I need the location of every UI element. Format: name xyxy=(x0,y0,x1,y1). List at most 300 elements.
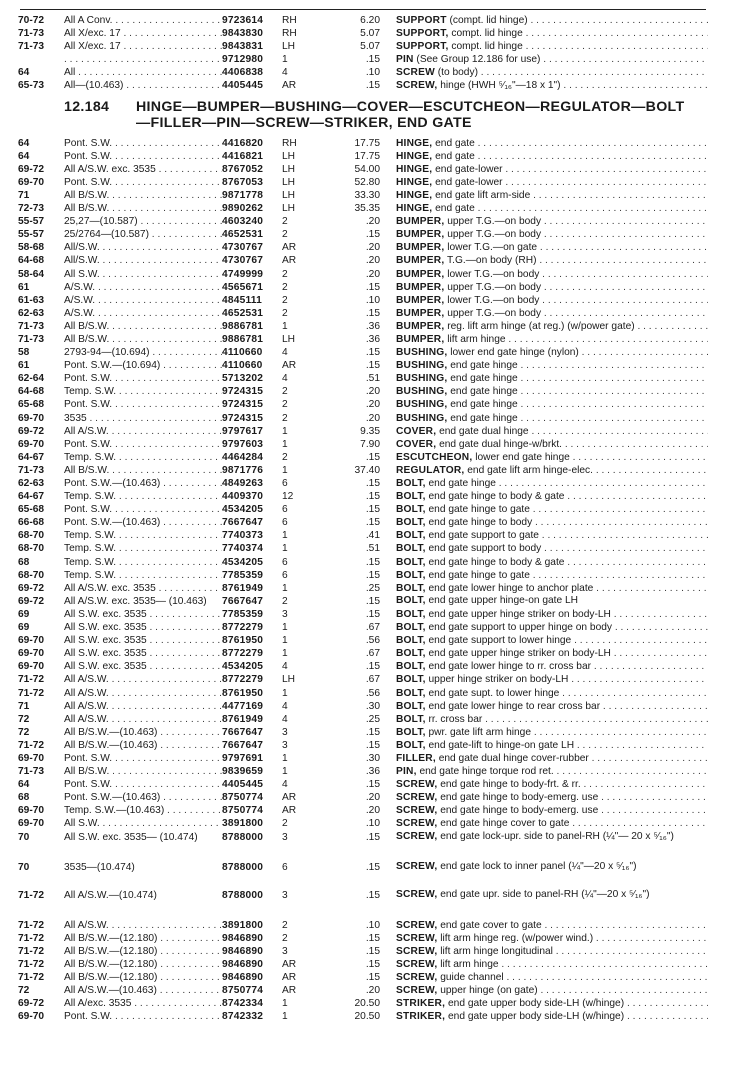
description-cell xyxy=(396,997,708,1010)
quantity-cell: 2 xyxy=(282,399,288,411)
quantity-cell: 6 xyxy=(282,478,288,489)
application-cell: 3535—(10.474) xyxy=(64,861,135,873)
description-cell xyxy=(396,241,708,254)
application-cell: All B/S.W. . . . xyxy=(64,464,222,477)
part-name: HINGE, xyxy=(396,137,433,149)
table-row xyxy=(18,752,708,765)
part-number-cell: 8742332 xyxy=(222,1011,264,1023)
application-cell: Temp. S.W. . . . xyxy=(64,451,222,464)
years-cell: 64 xyxy=(18,150,30,162)
application-cell: 25,27—(10.587) . . . xyxy=(64,215,222,228)
application-cell: A/S.W. . . . xyxy=(64,294,222,307)
quantity-cell: 4 xyxy=(282,713,288,725)
part-number-cell: 9871776 xyxy=(222,464,264,476)
table-row xyxy=(18,79,708,92)
part-name: BUSHING, xyxy=(396,399,448,411)
application-cell: All A/exc. 3535 . . . xyxy=(64,997,222,1010)
application-cell: All X/exc. 17 . . . xyxy=(64,27,222,40)
table-row xyxy=(18,831,708,861)
part-number-cell: 4603240 xyxy=(222,216,264,228)
quantity-cell: LH xyxy=(282,163,296,175)
table-row xyxy=(18,464,708,477)
price-cell: .15 xyxy=(365,451,380,463)
table-row xyxy=(18,189,708,202)
quantity-cell: 2 xyxy=(282,595,288,607)
description-cell xyxy=(396,40,708,53)
application-cell: All S.W. exc. 3535— (10.474) xyxy=(64,831,198,843)
table-row xyxy=(18,215,708,228)
part-number-cell: 7785359 xyxy=(222,608,264,620)
application-cell: Temp. S.W. . . . xyxy=(64,542,222,555)
part-detail: end gate support to upper hinge on body xyxy=(425,622,613,634)
quantity-cell: 12 xyxy=(282,491,294,503)
table-row xyxy=(18,307,708,320)
part-name: SCREW, xyxy=(396,958,438,970)
description-cell xyxy=(396,687,708,700)
quantity-cell: 2 xyxy=(282,451,288,463)
table-row xyxy=(18,861,708,889)
years-cell: 71-73 xyxy=(18,41,45,53)
price-cell: .67 xyxy=(365,648,380,660)
table-row xyxy=(18,726,708,739)
part-name: BOLT, xyxy=(396,635,426,647)
quantity-cell: AR xyxy=(282,80,297,92)
part-number-cell: 3891800 xyxy=(222,818,264,830)
description-cell xyxy=(396,137,708,150)
part-detail: end gate lift arm-side xyxy=(432,189,531,201)
part-number-cell: 4534205 xyxy=(222,504,264,516)
table-row xyxy=(18,398,708,411)
part-name: BOLT, xyxy=(396,582,426,594)
table-row xyxy=(18,163,708,176)
application-cell: All B/S.W. . . . xyxy=(64,202,222,215)
application-cell: All B/S.W.—(12.180) . . . xyxy=(64,945,222,958)
part-detail: end gate hinge to gate xyxy=(425,569,530,581)
part-name: SCREW, xyxy=(396,971,438,983)
part-number-cell: 7667647 xyxy=(222,739,264,751)
part-name: HINGE, xyxy=(396,150,433,162)
quantity-cell: 2 xyxy=(282,919,288,931)
quantity-cell: 2 xyxy=(282,294,288,306)
years-cell: 62-63 xyxy=(18,307,45,319)
years-cell: 69 xyxy=(18,608,30,620)
description-cell xyxy=(396,333,708,346)
part-detail: end gate lower hinge to rear cross bar xyxy=(425,700,601,712)
description-cell xyxy=(396,529,708,542)
part-number-cell: 8742334 xyxy=(222,998,264,1010)
quantity-cell: 1 xyxy=(282,752,288,764)
part-name: HINGE, xyxy=(396,203,433,215)
price-cell: .10 xyxy=(365,919,380,931)
price-cell: 52.80 xyxy=(354,176,380,188)
table-row xyxy=(18,621,708,634)
part-number-cell: 9886781 xyxy=(222,320,264,332)
part-name: BUSHING, xyxy=(396,360,448,372)
description-cell xyxy=(396,268,708,281)
years-cell: 69-70 xyxy=(18,752,45,764)
part-number-cell: 3891800 xyxy=(222,919,264,931)
quantity-cell: LH xyxy=(282,150,296,162)
years-cell: 71-72 xyxy=(18,739,45,751)
application-cell: All A Conv. . . . xyxy=(64,14,222,27)
table-row xyxy=(18,385,708,398)
table-row xyxy=(18,582,708,595)
years-cell: 69-70 xyxy=(18,1011,45,1023)
part-number-cell: 8761949 xyxy=(222,713,264,725)
application-cell: Pont. S.W. . . . xyxy=(64,176,222,189)
price-cell: .15 xyxy=(365,229,380,241)
table-row xyxy=(18,254,708,267)
part-detail: end gate hinge xyxy=(447,412,518,424)
quantity-cell: AR xyxy=(282,792,297,804)
application-cell: All A/S.W. . . . xyxy=(64,425,222,438)
years-cell: 69-70 xyxy=(18,648,45,660)
part-detail: pwr. gate lift arm hinge xyxy=(425,726,531,738)
quantity-cell: 3 xyxy=(282,831,288,843)
quantity-cell: AR xyxy=(282,971,297,983)
table-row xyxy=(18,228,708,241)
part-detail: T.G.—on body (RH) xyxy=(444,255,537,267)
years-cell: 72-73 xyxy=(18,203,45,215)
description-cell xyxy=(396,608,708,621)
price-cell: .15 xyxy=(365,971,380,983)
part-number-cell: 4534205 xyxy=(222,556,264,568)
price-cell: .56 xyxy=(365,635,380,647)
description-cell xyxy=(396,673,708,686)
quantity-cell: 1 xyxy=(282,464,288,476)
price-cell: .15 xyxy=(365,958,380,970)
years-cell: 69-72 xyxy=(18,425,45,437)
part-number-cell: 9724315 xyxy=(222,399,264,411)
quantity-cell: 1 xyxy=(282,648,288,660)
price-cell: .56 xyxy=(365,687,380,699)
part-detail: rr. cross bar xyxy=(425,713,483,725)
years-cell: 61 xyxy=(18,360,30,372)
part-detail: end gate lock-upr. side to panel-RH (¼"— 20 x ⁵⁄₁₆") xyxy=(437,830,674,842)
part-name: BOLT, xyxy=(396,504,426,516)
description-cell xyxy=(396,398,708,411)
description-cell xyxy=(396,27,708,40)
table-row xyxy=(18,660,708,673)
part-number-cell: 8788000 xyxy=(222,861,264,873)
table-row xyxy=(18,556,708,569)
table-row xyxy=(18,791,708,804)
part-number-cell: 4406838 xyxy=(222,67,264,79)
part-number-cell: 9843830 xyxy=(222,28,264,40)
application-cell: Temp. S.W.—(10.463) . . . xyxy=(64,804,222,817)
table-row xyxy=(18,346,708,359)
quantity-cell: RH xyxy=(282,28,297,40)
table-row xyxy=(18,66,708,79)
description-cell xyxy=(396,14,708,27)
price-cell: 33.30 xyxy=(354,189,380,201)
part-name: ESCUTCHEON, xyxy=(396,451,473,463)
application-cell: 2793-94—(10.694) . . . xyxy=(64,346,222,359)
part-name: BUMPER, xyxy=(396,333,445,345)
part-detail: end gate upper body side-LH (w/hinge) xyxy=(445,1011,625,1023)
years-cell: 71-73 xyxy=(18,333,45,345)
part-detail: end gate hinge xyxy=(447,386,518,398)
part-name: REGULATOR, xyxy=(396,464,465,476)
application-cell: All/S.W. . . . xyxy=(64,254,222,267)
table-row xyxy=(18,281,708,294)
part-number-cell: 4477169 xyxy=(222,700,264,712)
quantity-cell: 4 xyxy=(282,373,288,385)
part-number-cell: 8761950 xyxy=(222,635,264,647)
table-row xyxy=(18,687,708,700)
years-cell: 71-72 xyxy=(18,971,45,983)
description-cell xyxy=(396,254,708,267)
table-row xyxy=(18,569,708,582)
application-cell: All S.W. . . . xyxy=(64,817,222,830)
part-name: BUSHING, xyxy=(396,412,448,424)
table-row xyxy=(18,919,708,932)
part-name: BOLT, xyxy=(396,530,426,542)
application-cell: All A/S.W. . . . xyxy=(64,700,222,713)
years-cell: 70 xyxy=(18,831,30,843)
price-cell: .15 xyxy=(365,347,380,359)
description-cell xyxy=(396,647,708,660)
application-cell: All B/S.W. . . . xyxy=(64,765,222,778)
years-cell: 71 xyxy=(18,189,30,201)
part-name: COVER, xyxy=(396,438,437,450)
part-detail: end gate hinge to body & gate xyxy=(425,491,565,503)
part-name: HINGE, xyxy=(396,176,433,188)
quantity-cell: 2 xyxy=(282,268,288,280)
table-row xyxy=(18,333,708,346)
description-cell xyxy=(396,660,708,673)
application-cell: Pont. S.W. . . . xyxy=(64,1010,222,1023)
part-detail: lower T.G.—on gate xyxy=(444,242,538,254)
description-cell xyxy=(396,451,708,464)
price-cell: 20.50 xyxy=(354,998,380,1010)
part-detail: end gate cover to gate xyxy=(437,919,542,931)
quantity-cell: AR xyxy=(282,360,297,372)
part-name: SCREW, xyxy=(396,818,438,830)
part-number-cell: 8750774 xyxy=(222,805,264,817)
price-cell: .36 xyxy=(365,320,380,332)
description-cell xyxy=(396,945,708,958)
quantity-cell: 1 xyxy=(282,998,288,1010)
table-row xyxy=(18,516,708,529)
part-name: HINGE, xyxy=(396,189,433,201)
description-cell xyxy=(396,739,708,752)
part-number-cell: 4730767 xyxy=(222,255,264,267)
part-detail: end gate upper hinge-on gate LH xyxy=(425,594,579,606)
application-cell: Pont. S.W.—(10.463) . . . xyxy=(64,477,222,490)
application-cell: Pont. S.W.—(10.463) . . . xyxy=(64,516,222,529)
part-detail: end gate dual hinge cover-rubber xyxy=(435,752,589,764)
part-detail: end gate dual hinge-w/brkt. xyxy=(436,438,562,450)
years-cell: 69-72 xyxy=(18,163,45,175)
table-row xyxy=(18,137,708,150)
part-name: HINGE, xyxy=(396,163,433,175)
part-detail: upper hinge (on gate) xyxy=(437,985,538,996)
quantity-cell: AR xyxy=(282,958,297,970)
table-row xyxy=(18,971,708,984)
part-name: BUSHING, xyxy=(396,373,448,385)
part-detail: lift arm hinge xyxy=(437,958,499,970)
years-cell: 71-72 xyxy=(18,932,45,944)
part-number-cell: 9724315 xyxy=(222,386,264,398)
part-number-cell: 4464284 xyxy=(222,451,264,463)
part-detail: end gate lower hinge to rr. cross bar xyxy=(425,661,592,673)
part-detail: end gate hinge xyxy=(425,478,496,489)
part-detail: upper T.G.—on body xyxy=(444,281,542,293)
part-number-cell: 9797617 xyxy=(222,425,264,437)
part-detail: end gate hinge xyxy=(447,373,518,385)
price-cell: 6.20 xyxy=(360,15,380,26)
description-cell xyxy=(396,307,708,320)
quantity-cell: 4 xyxy=(282,779,288,791)
price-cell: .20 xyxy=(365,805,380,817)
years-cell: 61-63 xyxy=(18,294,45,306)
table-row xyxy=(18,27,708,40)
description-cell xyxy=(396,778,708,791)
price-cell: .20 xyxy=(365,985,380,996)
description-cell xyxy=(396,556,708,569)
price-cell: 20.50 xyxy=(354,1011,380,1023)
part-detail: end gate hinge cover to gate xyxy=(437,818,570,830)
price-cell: .20 xyxy=(365,386,380,398)
part-name: BOLT, xyxy=(396,594,426,606)
top-parts-list xyxy=(18,14,708,93)
application-cell: All B/S.W.—(10.463) . . . xyxy=(64,739,222,752)
application-cell: All B/S.W. . . . xyxy=(64,189,222,202)
price-cell: .15 xyxy=(365,307,380,319)
price-cell: .51 xyxy=(365,543,380,555)
table-row xyxy=(18,412,708,425)
description-cell xyxy=(396,726,708,739)
description-cell xyxy=(396,150,708,163)
part-detail: end gate-lower xyxy=(432,163,503,175)
part-number-cell: 9723614 xyxy=(222,15,264,26)
group-title: HINGE—BUMPER—BUSHING—COVER—ESCUTCHEON—REGULATOR—BOLT—FILLER—PIN—SCREW—STRIKER, END GATE xyxy=(136,98,685,131)
years-cell: 72 xyxy=(18,726,30,738)
application-cell: All A/S.W. . . . xyxy=(64,687,222,700)
part-name: BUMPER, xyxy=(396,281,445,293)
years-cell: 71-72 xyxy=(18,919,45,931)
application-cell: All B/S.W. . . . xyxy=(64,333,222,346)
price-cell: .15 xyxy=(365,281,380,293)
part-detail: end gate xyxy=(432,203,475,215)
part-number-cell: 4845111 xyxy=(222,294,262,306)
description-cell xyxy=(396,1010,708,1023)
price-cell: .10 xyxy=(365,294,380,306)
part-detail: end gate hinge to gate xyxy=(425,504,530,516)
price-cell: .15 xyxy=(365,517,380,529)
price-cell: .67 xyxy=(365,622,380,634)
price-cell: .15 xyxy=(365,932,380,944)
table-row xyxy=(18,945,708,958)
application-cell: Temp. S.W. . . . xyxy=(64,556,222,569)
price-cell: .20 xyxy=(365,242,380,254)
quantity-cell: 2 xyxy=(282,818,288,830)
part-name: SCREW, xyxy=(396,919,438,931)
quantity-cell: AR xyxy=(282,985,297,996)
table-row xyxy=(18,778,708,791)
description-cell xyxy=(396,438,708,451)
table-row xyxy=(18,889,708,919)
application-cell: All S.W. exc. 3535 . . . xyxy=(64,647,222,660)
part-name: BOLT, xyxy=(396,491,426,503)
part-number-cell: 9846890 xyxy=(222,945,264,957)
part-detail: end gate hinge to body xyxy=(425,517,533,529)
price-cell: .15 xyxy=(365,861,380,873)
price-cell: .36 xyxy=(365,766,380,778)
quantity-cell: 3 xyxy=(282,889,288,901)
part-number-cell: 9797691 xyxy=(222,752,264,764)
price-cell: .51 xyxy=(365,373,380,385)
quantity-cell: 3 xyxy=(282,726,288,738)
quantity-cell: 6 xyxy=(282,556,288,568)
part-number-cell: 4110660 xyxy=(222,347,263,359)
years-cell: 68 xyxy=(18,556,30,568)
part-number-cell: 9890262 xyxy=(222,203,264,215)
part-detail: end gate lower hinge to anchor plate xyxy=(425,582,594,594)
part-number-cell: 9846890 xyxy=(222,971,264,983)
description-cell xyxy=(396,66,708,79)
years-cell: 69-70 xyxy=(18,818,45,830)
table-row xyxy=(18,359,708,372)
part-number-cell: 4534205 xyxy=(222,661,264,673)
quantity-cell: 4 xyxy=(282,67,288,79)
part-number-cell: 4409370 xyxy=(222,491,264,503)
part-number-cell: 4416821 xyxy=(222,150,264,162)
price-cell: .20 xyxy=(365,216,380,228)
part-number-cell: 8772279 xyxy=(222,622,264,634)
price-cell: .15 xyxy=(365,726,380,738)
part-number-cell: 9724315 xyxy=(222,412,264,424)
price-cell: .30 xyxy=(365,752,380,764)
part-number-cell: 8772279 xyxy=(222,648,264,660)
table-row xyxy=(18,673,708,686)
part-name: BOLT, xyxy=(396,700,426,712)
years-cell: 66-68 xyxy=(18,517,45,529)
part-name: SCREW, xyxy=(396,888,438,900)
description-cell xyxy=(396,621,708,634)
part-name: BUMPER, xyxy=(396,320,445,332)
years-cell: 69-72 xyxy=(18,582,45,594)
description-cell xyxy=(396,713,708,726)
part-name: SCREW, xyxy=(396,779,438,791)
application-cell: Pont. S.W. . . . xyxy=(64,137,222,150)
part-number-cell: 4405445 xyxy=(222,80,264,92)
part-name: PIN, xyxy=(396,766,417,778)
part-name: STRIKER, xyxy=(396,998,446,1010)
part-number-cell: 9843831 xyxy=(222,41,264,53)
years-cell: 72 xyxy=(18,985,30,996)
part-name: BOLT, xyxy=(396,622,426,634)
part-name: BOLT, xyxy=(396,739,426,751)
part-name: SCREW, xyxy=(396,80,438,92)
description-cell xyxy=(396,385,708,398)
price-cell: .15 xyxy=(365,478,380,489)
part-detail: end gate xyxy=(432,150,475,162)
description-cell xyxy=(396,477,708,490)
part-name: BOLT, xyxy=(396,478,426,489)
parts-catalog xyxy=(18,14,708,1023)
quantity-cell: 4 xyxy=(282,700,288,712)
table-row xyxy=(18,241,708,254)
application-cell: All A/S.W.—(10.463) . . . xyxy=(64,984,222,997)
application-cell: Pont. S.W. . . . xyxy=(64,150,222,163)
part-number-cell: 9846890 xyxy=(222,958,264,970)
part-name: SCREW, xyxy=(396,830,438,842)
application-cell: Pont. S.W. . . . xyxy=(64,503,222,516)
price-cell: .10 xyxy=(365,818,380,830)
quantity-cell: 1 xyxy=(282,1011,288,1023)
